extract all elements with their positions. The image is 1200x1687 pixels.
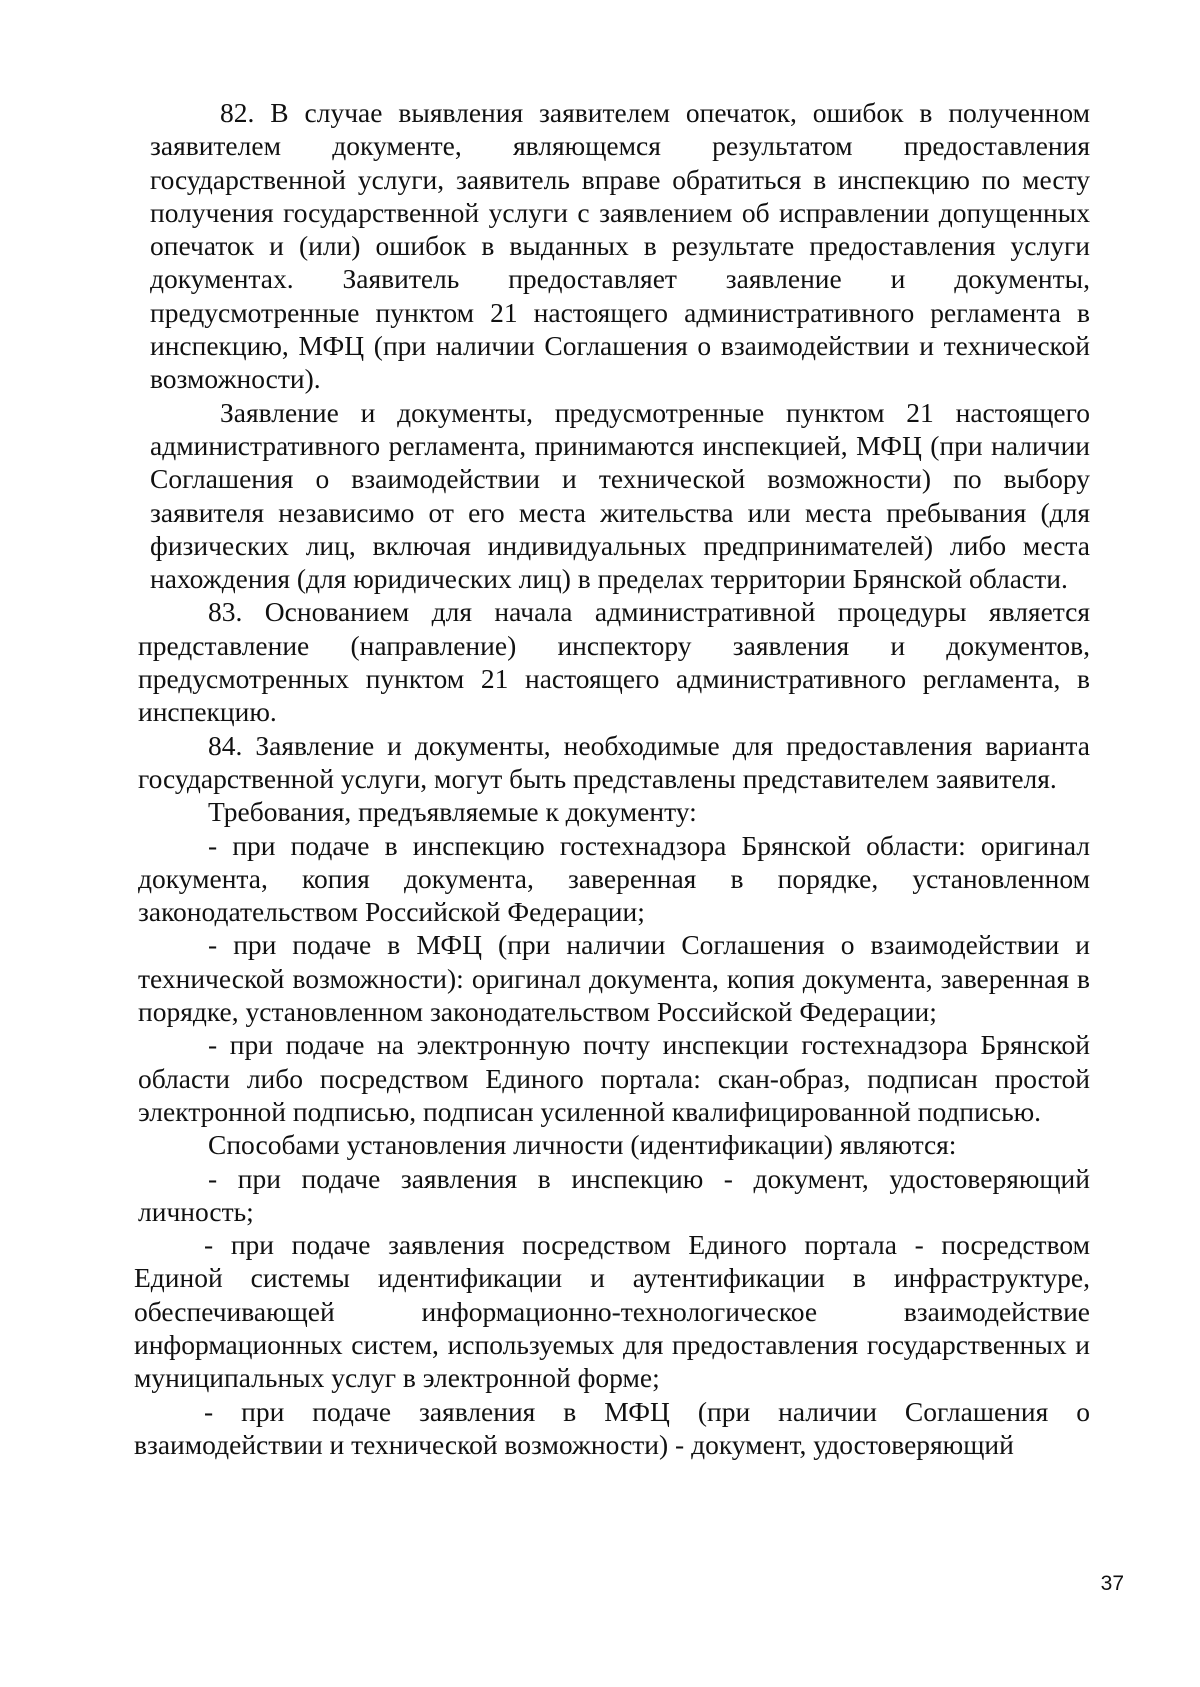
paragraph-84: 84. Заявление и документы, необходимые для предоставления варианта государственной услуги, могут быть представлены представителем заявителя. — [138, 729, 1090, 794]
requirement-item-mfc: - при подаче в МФЦ (при наличии Соглашения о взаимодействии и технической возможности): оригинал документа, копия документа, заверенная в порядке, установленном законодательством Российской Федерации; — [138, 929, 1090, 1028]
identification-item-inspection: - при подаче заявления в инспекцию - документ, удостоверяющий личность; — [138, 1162, 1090, 1227]
requirement-item-inspection: - при подаче в инспекцию гостехнадзора Брянской области: оригинал документа, копия документа, заверенная в порядке, установленном законодательством Российской Федерации; — [138, 829, 1090, 928]
paragraph-82: 82. В случае выявления заявителем опечаток, ошибок в полученном заявителем документе, являющемся результатом предоставления государственной услуги, заявитель вправе обратиться в инспекцию по месту получения государственной услуги с заявлением об исправлении допущенных опечаток и (или) ошибок в выданных в результате предоставления услуги документах. Заявитель предоставляет заявление и документы, предусмотренные пунктом 21 настоящего административного регламента в инспекцию, МФЦ (при наличии Соглашения о взаимодействии и технической возможности). — [150, 97, 1090, 395]
identification-heading: Способами установления личности (идентификации) являются: — [208, 1129, 957, 1161]
identification-item-mfc: - при подаче заявления в МФЦ (при наличии Соглашения о взаимодействии и технической возможности) - документ, удостоверяющий — [134, 1395, 1090, 1460]
paragraph-83: 83. Основанием для начала административной процедуры является представление (направление) инспектору заявления и документов, предусмотренных пунктом 21 настоящего административного регламента, в инспекцию. — [138, 596, 1090, 728]
identification-item-portal: - при подаче заявления посредством Единого портала - посредством Единой системы идентификации и аутентификации в инфраструктуре, обеспечивающей информационно-технологическое взаимодействие информационных систем, используемых для предоставления государственных и муниципальных услуг в электронной форме; — [134, 1229, 1090, 1394]
page-number: 37 — [1100, 1572, 1124, 1595]
requirements-heading: Требования, предъявляемые к документу: — [208, 796, 697, 828]
document-body — [134, 96, 1090, 1461]
paragraph-82-continuation: Заявление и документы, предусмотренные пунктом 21 настоящего административного регламента, принимаются инспекцией, МФЦ (при наличии Соглашения о взаимодействии и технической возможности) по выбору заявителя независимо от его места жительства или места пребывания (для физических лиц, включая индивидуальных предпринимателей) либо места нахождения (для юридических лиц) в пределах территории Брянской области. — [150, 396, 1090, 595]
requirement-item-electronic: - при подаче на электронную почту инспекции гостехнадзора Брянской области либо посредством Единого портала: скан-образ, подписан простой электронной подписью, подписан усиленной квалифицированной подписью. — [138, 1029, 1090, 1127]
